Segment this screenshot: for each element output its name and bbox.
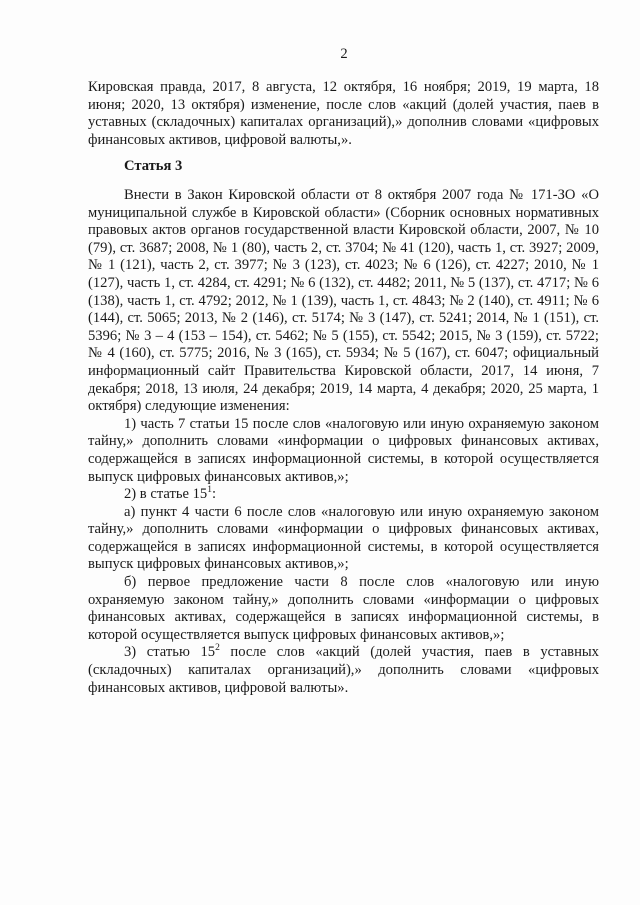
article-body [88,187,599,697]
list-item-2-suffix: : [211,486,217,503]
list-item-2-prefix: 2) в статье 15 [124,486,208,503]
list-item-3-superscript: 2 [215,643,220,654]
list-item-1: 1) часть 7 статьи 15 после слов «налоговую или иную охраняемую законом тайну,» дополнить словами «информации о цифровых финансовых активах, содержащейся в записях информационной системы, в которой осуществляется выпуск цифровых финансовых активов,»; [88,415,599,485]
list-item-2a: а) пункт 4 части 6 после слов «налоговую или иную охраняемую законом тайну,» дополнить словами «информации о цифровых финансовых активах, содержащейся в записях информационной системы, в которой осуществляется выпуск цифровых финансовых активов,»; [88,503,599,573]
list-item-3-prefix: 3) статью 15 [124,644,216,661]
list-item-2-superscript: 1 [207,485,212,496]
list-item-2b: б) первое предложение части 8 после слов «налоговую или иную охраняемую законом тайну,» дополнить словами «информации о цифровых финансовых активах, содержащейся в записях информационной системы, в которой осуществляется выпуск цифровых финансовых активов,»; [88,574,599,643]
main-paragraph: Внести в Закон Кировской области от 8 октября 2007 года № 171-ЗО «О муниципальной службе в Кировской области» (Сборник основных нормативных правовых актов органов государственной власти Кировской области, 2007, № 10 (79), ст. 3687; 2008, № 1 (80), часть 2, ст. 3704; № 41 (120), часть 1, ст. 3927; 2009, № 1 (121), часть 2, ст. 3977; № 3 (123), ст. 4023; № 6 (126), ст. 4227; 2010, № 1 (127), часть 1, ст. 4284, ст. 4291; № 6 (132), ст. 4482; 2011, № 5 (137), ст. 4717; № 6 (138), часть 1, ст. 4792; 2012, № 1 (139), часть 1, ст. 4843; № 2 (140), ст. 4911; № 6 (144), ст. 5065; 2013, № 2 (146), ст. 5174; № 3 (147), ст. 5241; 2014, № 1 (151), ст. 5396; № 3 – 4 (153 – 154), ст. 5462; № 5 (155), ст. 5542; 2015, № 3 (159), ст. 5722; № 4 (160), ст. 5775; 2016, № 3 (165), ст. 5934; № 5 (167), ст. 6047; официальный информационный сайт Правительства Кировской области, 2017, 14 июня, 7 декабря; 2018, 13 июля, 24 декабря; 2019, 14 марта, 4 декабря; 2020, 25 марта, 1 октября) следующие изменения: [88,187,599,415]
page-number: 2 [340,46,348,62]
intro-paragraph-block [88,79,599,149]
list-item-3 [88,644,599,697]
article-heading: Статья 3 [124,158,183,174]
list-item-2 [88,486,599,504]
intro-paragraph: Кировская правда, 2017, 8 августа, 12 октября, 16 ноября; 2019, 19 марта, 18 июня; 2020, 13 октября) изменение, после слов «акций (долей участия, паев в уставных (складочных) капиталах организаций),» дополнив словами «цифровых финансовых активов, цифровой валюты,». [88,79,599,148]
list-item-3-suffix: после слов «акций (долей участия, паев в уставных (складочных) капиталах организаций),» дополнить словами «цифровых финансовых активов, цифровой валюты». [88,644,599,696]
